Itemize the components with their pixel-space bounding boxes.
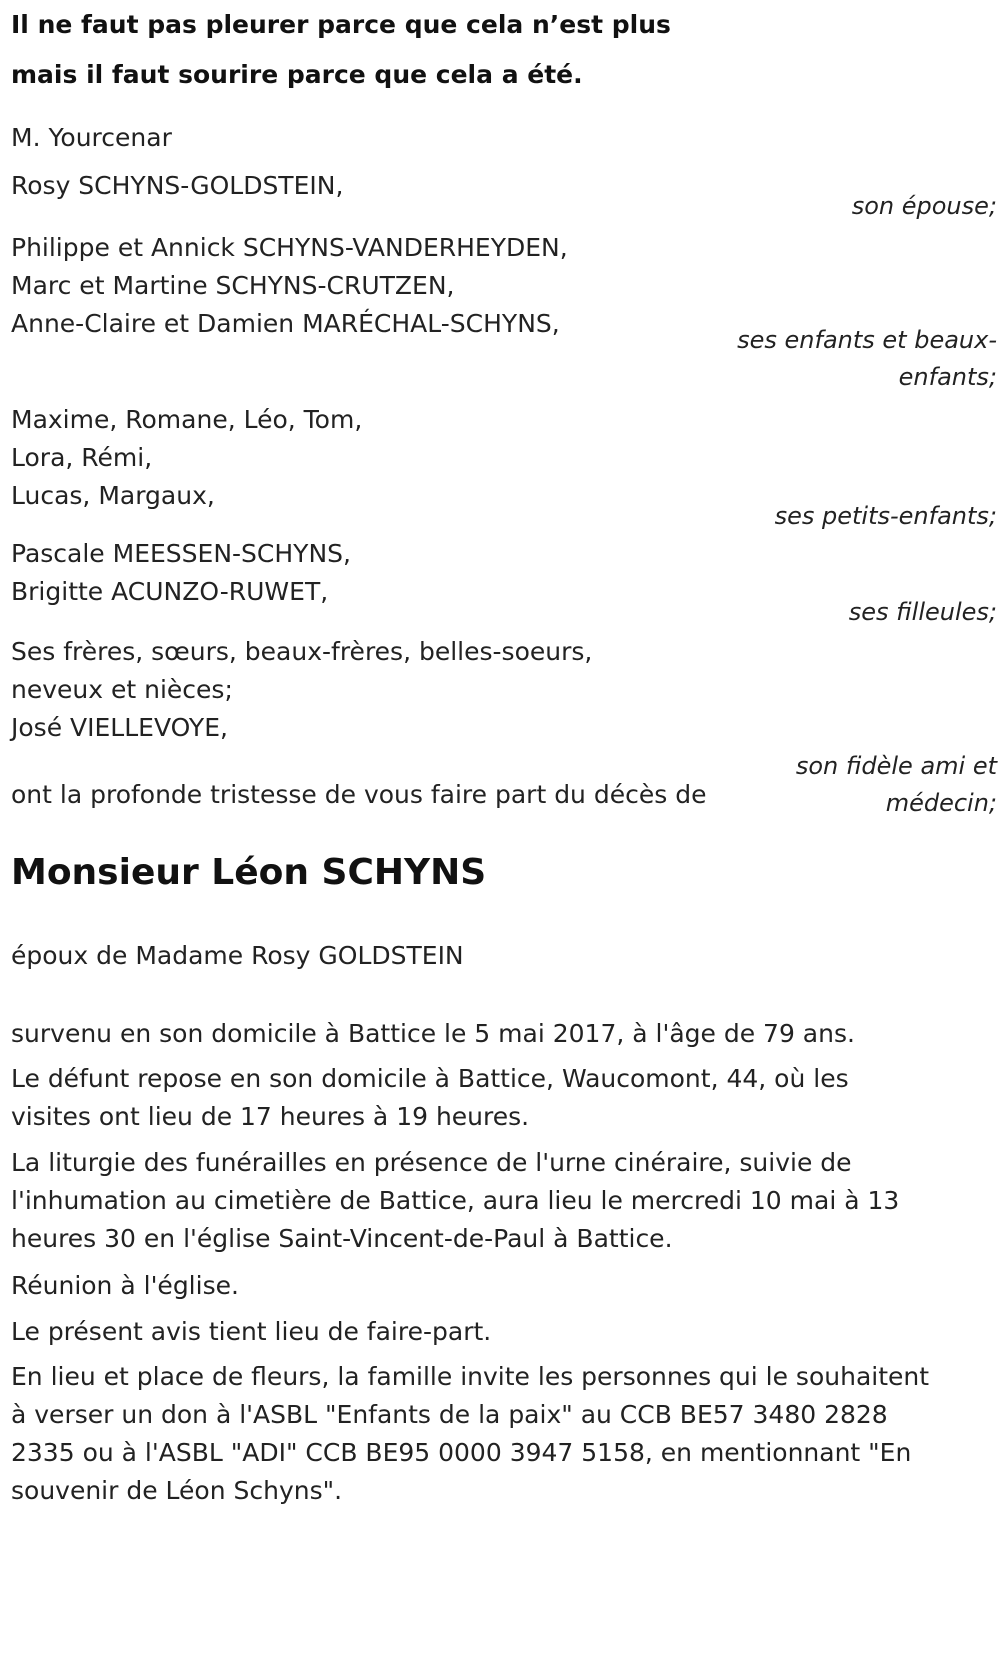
relation-label: son fidèle ami et médecin;: [795, 752, 997, 817]
family-group-goddaughters: [11, 534, 997, 632]
relation-label: ses petits-enfants;: [774, 502, 997, 530]
family-name-line: neveux et nièces;: [11, 675, 233, 704]
family-name-line: Maxime, Romane, Léo, Tom,: [11, 405, 363, 434]
family-name-line: Pascale MEESSEN-SCHYNS,: [11, 539, 351, 568]
family-names: [11, 632, 711, 748]
family-names: [11, 400, 711, 516]
quote-author: M. Yourcenar: [11, 123, 172, 152]
notice-paragraph: Réunion à l'église.: [11, 1271, 239, 1300]
quote-line: Il ne faut pas pleurer parce que cela n’est plus: [11, 10, 671, 39]
quote-line: mais il faut sourire parce que cela a été.: [11, 60, 583, 89]
family-names: [11, 228, 711, 344]
relation-label: son épouse;: [851, 192, 997, 220]
notice-paragraph: Le défunt repose en son domicile à Battice, Waucomont, 44, où les visites ont lieu de 17 heures à 19 heures.: [11, 1064, 849, 1131]
family-name-line: Brigitte ACUNZO-RUWET,: [11, 577, 329, 606]
family-name-line: Rosy SCHYNS-GOLDSTEIN,: [11, 171, 344, 200]
family-names: [11, 166, 711, 206]
relation-label: ses filleules;: [848, 598, 997, 626]
deceased-name: Monsieur Léon SCHYNS: [11, 852, 487, 893]
notice-paragraph: En lieu et place de fleurs, la famille invite les personnes qui le souhaitent à verser un don à l'ASBL "Enfants de la paix" au CCB BE57 3480 2828 2335 ou à l'ASBL "ADI" CCB BE95 0000 3947 5158, en mentionnant "En souvenir de Léon Schyns".: [11, 1362, 930, 1505]
family-name-line: Marc et Martine SCHYNS-CRUTZEN,: [11, 271, 455, 300]
notice-paragraph: survenu en son domicile à Battice le 5 mai 2017, à l'âge de 79 ans.: [11, 1019, 855, 1048]
notice-paragraph: Le présent avis tient lieu de faire-part.: [11, 1317, 492, 1346]
spouse-line: époux de Madame Rosy GOLDSTEIN: [11, 941, 464, 970]
notice-paragraph: La liturgie des funérailles en présence de l'urne cinéraire, suivie de l'inhumation au cimetière de Battice, aura lieu le mercredi 10 mai à 13 heures 30 en l'église Saint-Vincent-de-Paul à Battice.: [11, 1148, 900, 1253]
family-group-children: [11, 228, 997, 400]
relation-label: ses enfants et beaux-enfants;: [737, 326, 997, 391]
announcement-text: ont la profonde tristesse de vous faire part du décès de: [11, 780, 707, 809]
death-notice: [11, 0, 997, 1510]
epigraph-quote: [11, 0, 997, 100]
family-name-line: Lora, Rémi,: [11, 443, 153, 472]
family-names: [11, 534, 711, 612]
family-name-line: Anne-Claire et Damien MARÉCHAL-SCHYNS,: [11, 309, 560, 338]
family-group-grandchildren: [11, 400, 997, 534]
family-group-spouse: [11, 166, 997, 224]
family-name-line: Lucas, Margaux,: [11, 481, 215, 510]
family-name-line: José VIELLEVOYE,: [11, 713, 228, 742]
family-name-line: Ses frères, sœurs, beaux-frères, belles-soeurs,: [11, 637, 593, 666]
family-name-line: Philippe et Annick SCHYNS-VANDERHEYDEN,: [11, 233, 568, 262]
